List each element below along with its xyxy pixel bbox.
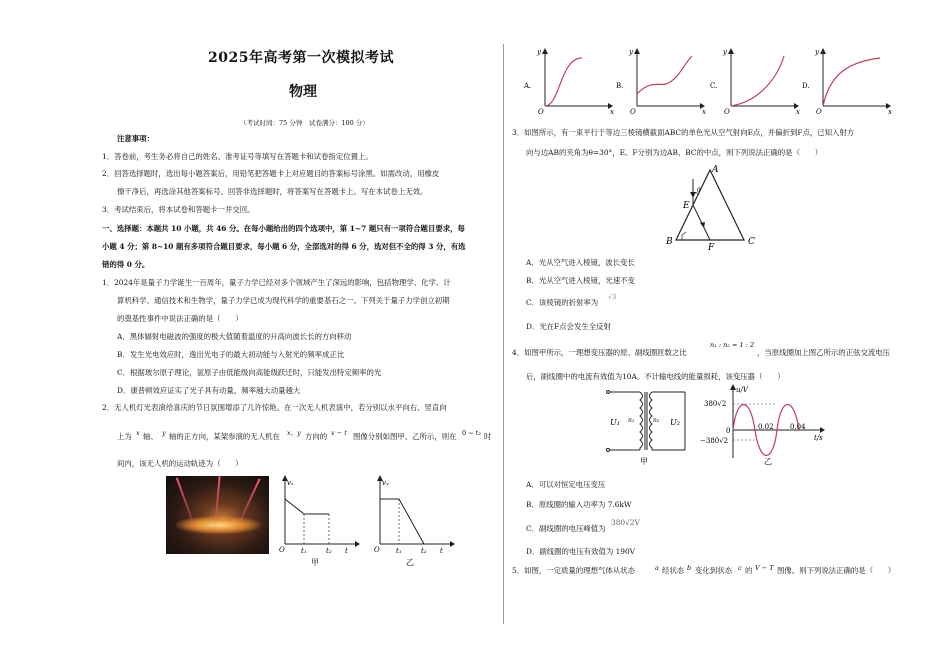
q1-option-d: D．康普顿效应证实了光子具有动量，频率越大动量越大 [117, 386, 301, 395]
svg-text:B.: B. [616, 82, 624, 90]
jia-ylabel: vₓ [287, 479, 294, 487]
q4-option-c: C．副线圈的电压峰值为 [526, 524, 606, 533]
note-1: 1．答卷前，考生务必将自己的姓名、准考证号等填写在答题卡和试卷指定位置上。 [102, 152, 373, 161]
choice-a-graph [523, 48, 614, 116]
q1-stem-1: 1．2024年是量子力学诞生一百周年，量子力学已经对多个领域产生了深远的影响，包括物理学、化学、计 [102, 278, 451, 287]
svg-text:x: x [888, 108, 892, 116]
jia-caption: 甲 [311, 558, 319, 566]
q3-prism-figure [660, 162, 772, 254]
q3-option-c-value: √3 [608, 293, 617, 301]
svg-text:C: C [748, 237, 755, 247]
q1-stem-2: 算机科学、通信技术和生物学，量子力学已成为现代科学的重要基石之一。下列关于量子力学创立初期 [117, 296, 450, 305]
svg-text:U₂: U₂ [670, 418, 680, 427]
exam-title: 2025年高考第一次模拟考试 [208, 50, 394, 66]
yi-t: t [440, 547, 443, 555]
section-header-3: 错的得 0 分。 [102, 260, 150, 269]
choice-c-graph [710, 48, 800, 116]
svg-text:O: O [816, 108, 822, 116]
q1-option-b: B．发生光电效应时，逸出光电子的最大初动能与入射光的频率成正比 [117, 350, 345, 359]
svg-text:A: A [712, 165, 719, 175]
choice-b-graph [616, 48, 706, 116]
jia-t2: t₂ [326, 547, 332, 555]
jia-origin: O [279, 546, 285, 554]
svg-text:n₁: n₁ [628, 417, 635, 424]
q3-stem-2: 向与边AB的夹角为θ=30°，E、F分别为边AB、BC的中点，则下列说法正确的是（ ） [526, 148, 823, 157]
yi-t2: t₂ [421, 547, 427, 555]
q4-option-d: D．副线圈的电压有效值为 190V [526, 547, 636, 556]
svg-text:−380√2: −380√2 [700, 437, 729, 445]
subject-title: 物理 [289, 84, 317, 100]
drone-show-photo [166, 476, 269, 554]
svg-text:O: O [630, 108, 636, 116]
svg-text:y: y [815, 48, 819, 56]
q1-stem-3: 的奠基性事件中说法正确的是（ ） [117, 314, 243, 323]
yi-t1: t₁ [396, 547, 402, 555]
svg-text:甲: 甲 [640, 457, 648, 466]
q4-stem-2: 后，副线圈中的电流有效值为10A。不计输电线的能量损耗，该变压器（ ） [526, 372, 785, 381]
svg-text:380√2: 380√2 [704, 400, 727, 408]
q3-option-b: B．光从空气进入棱镜，光速不变 [526, 276, 635, 285]
jia-t: t [345, 547, 348, 555]
q4-voltage-graph [700, 382, 830, 468]
q1-option-c: C．根据玻尔原子理论，氢原子由低能级向高能级跃迁时，只能发出特定频率的光 [117, 368, 382, 377]
note-2-cont: 擦干净后，再选涂其他答案标号。回答非选择题时，将答案写在答题卡上。写在本试卷上无效。 [117, 187, 428, 196]
choice-d-graph [802, 48, 892, 116]
q2-graph-jia [275, 474, 360, 566]
svg-text:u/V: u/V [736, 386, 748, 394]
svg-text:B: B [666, 237, 673, 247]
q2-stem-3: 间内，该无人机的运动轨迹为（ ） [117, 459, 243, 468]
svg-text:F: F [708, 243, 715, 253]
svg-text:x: x [796, 108, 800, 116]
svg-text:D.: D. [802, 82, 810, 90]
q4-option-c-value: 380√2V [611, 518, 640, 527]
svg-text:E: E [683, 201, 690, 211]
svg-text:0.02: 0.02 [758, 423, 774, 431]
q4-transformer-figure [600, 382, 695, 468]
column-divider [503, 44, 504, 624]
q3-stem-1: 3．如图所示，有一束平行于等边三棱镜横截面ABC的单色光从空气射向E点，并偏折到F点，已知入射方 [512, 128, 855, 137]
note-3: 3．考试结束后，将本试卷和答题卡一并交回。 [102, 205, 255, 214]
q2-stem-1: 2．无人机灯光表演给喜庆的节日氛围增添了几许惊艳。在一次无人机表演中，若分别以水平向右、竖直向 [102, 403, 447, 412]
svg-text:C.: C. [710, 82, 718, 90]
svg-text:y: y [723, 48, 727, 56]
exam-info: （考试时间：75 分钟 试卷满分：100 分） [240, 119, 369, 127]
svg-text:n₂: n₂ [653, 417, 660, 424]
svg-text:A.: A. [524, 82, 532, 90]
svg-text:t/s: t/s [814, 434, 823, 442]
section-header-1: 一、选择题：本题共 10 小题，共 46 分。在每小题给出的四个选项中，第 1~7 题只有一项符合题目要求，每 [102, 224, 465, 233]
q4-stem-1a: 4．如图甲所示，一理想变压器的原、副线圈匝数之比 [512, 348, 687, 357]
q4-ratio: n₁ : n₂ = 1 : 2 [710, 341, 755, 349]
svg-text:x: x [702, 108, 706, 116]
svg-text:O: O [538, 108, 544, 116]
svg-text:θ: θ [697, 187, 701, 194]
note-2: 2．回答选择题时，选出每小题答案后，用铅笔把答题卡上对应题目的答案标号涂黑。如需改动，用橡皮 [102, 169, 440, 178]
jia-t1: t₁ [301, 547, 307, 555]
q4-stem-1b: ，当原线圈加上图乙所示的正弦交流电压 [757, 348, 891, 357]
q4-option-a: A．可以对恒定电压变压 [526, 480, 606, 489]
section-header-2: 小题 4 分；第 8~10 题有多项符合题目要求，每小题 6 分，全部选对的得 6 分，选对但不全的得 3 分，有选 [102, 242, 466, 251]
svg-text:乙: 乙 [764, 457, 772, 466]
q3-option-d: D．光在F点会发生全反射 [526, 322, 611, 331]
svg-text:U₁: U₁ [610, 418, 620, 427]
q3-option-c: C．该棱镜的折射率为 [526, 298, 599, 307]
q3-option-a: A．光从空气进入棱镜，波长变长 [526, 258, 635, 267]
q4-option-b: B．原线圈的输入功率为 7.6kW [526, 500, 632, 509]
q5-stem: 5．如图，一定质量的理想气体从状态 a 经状态 b 变化到状态 c 的 V − T 图像。则下列说法正确的是（ ） [512, 564, 896, 575]
svg-text:y: y [537, 48, 541, 56]
svg-text:x: x [610, 108, 614, 116]
notes-heading: 注意事项： [117, 134, 154, 143]
yi-ylabel: vᵧ [382, 479, 389, 487]
svg-text:0.04: 0.04 [790, 423, 806, 431]
yi-origin: O [374, 546, 380, 554]
svg-text:0: 0 [726, 427, 731, 435]
svg-text:y: y [629, 48, 633, 56]
q2-choice-graphs [520, 44, 900, 116]
yi-caption: 乙 [406, 558, 414, 566]
q2-graph-yi [370, 474, 455, 566]
q1-option-a: A．黑体辐射电磁波的强度的极大值随着温度的升高向波长长的方向移动 [117, 332, 352, 341]
svg-text:O: O [724, 108, 730, 116]
